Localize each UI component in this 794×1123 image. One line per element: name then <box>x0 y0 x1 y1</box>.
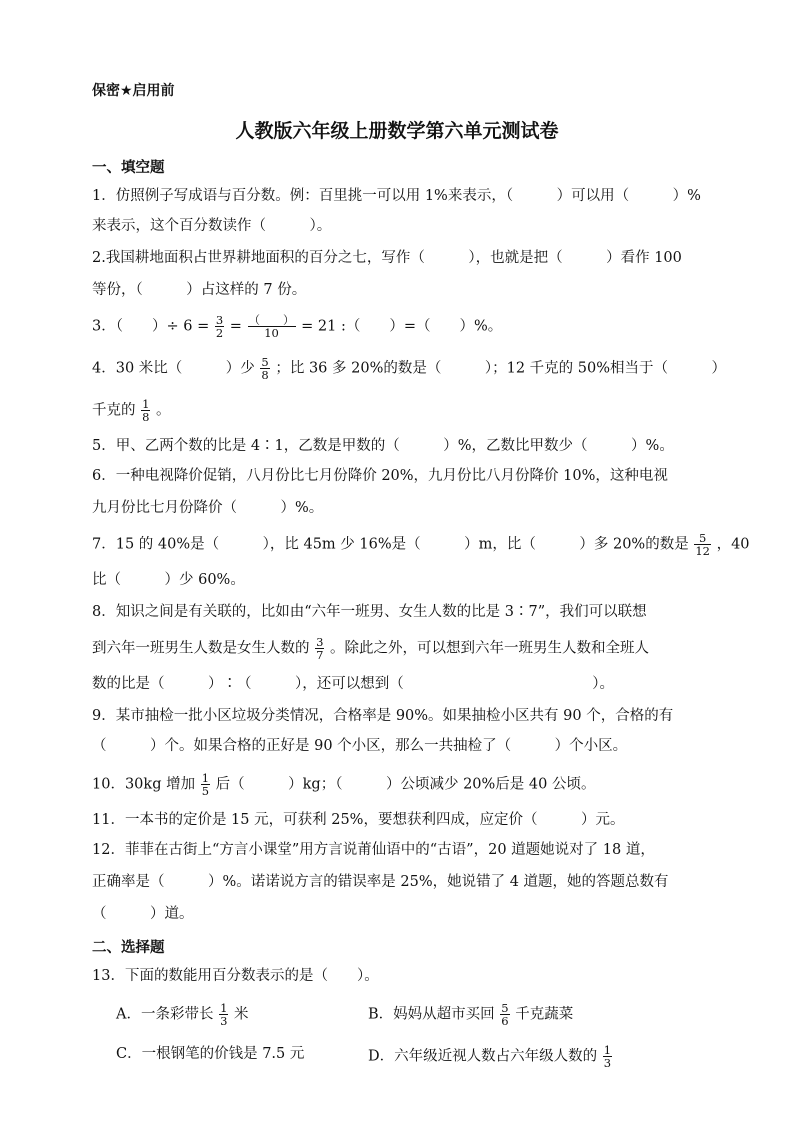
q4-text-a: 4．30 米比（ ）少 <box>92 360 255 377</box>
q8-line3: 数的比是（ ）∶（ ），还可以想到（ ）。 <box>92 676 614 692</box>
q8-fraction <box>315 636 324 661</box>
q4-fraction-2 <box>141 398 150 423</box>
q7-f-num: 5 <box>694 532 711 545</box>
q5: 5．甲、乙两个数的比是 4∶1，乙数是甲数的（ ）%，乙数比甲数少（ ）%。 <box>92 438 674 454</box>
q2-line1: 2.我国耕地面积占世界耕地面积的百分之七，写作（ ），也就是把（ ）看作 100 <box>92 250 682 266</box>
q7-line1 <box>92 532 750 557</box>
q12-line2: 正确率是（ ）%。诺诺说方言的错误率是 25%，她说错了 4 道题，她的答题总数有 <box>92 874 669 890</box>
q3 <box>92 314 502 339</box>
q8-text-a: 到六年一班男生人数是女生人数的 <box>92 640 310 657</box>
q10-f-den: 5 <box>201 784 210 798</box>
q4-f1-den: 8 <box>261 368 269 382</box>
q3-eq: = <box>229 318 242 335</box>
q7-line2: 比（ ）少 60%。 <box>92 572 245 588</box>
q4-f2-num: 1 <box>142 397 150 411</box>
q8-line1: 8．知识之间是有关联的，比如由“六年一班男、女生人数的比是 3∶7”，我们可以联想 <box>92 604 647 620</box>
q12-line1: 12．菲菲在古街上“方言小课堂”用方言说莆仙语中的“古语”，20 道题她说对了 18 道， <box>92 842 655 858</box>
option-d[interactable] <box>368 1044 613 1069</box>
q4-fraction-1 <box>260 356 269 381</box>
q3-f1-num: 3 <box>215 313 224 327</box>
option-d-f-num: 1 <box>603 1043 612 1057</box>
q13: 13．下面的数能用百分数表示的是（ ）。 <box>92 968 379 984</box>
q7-text-b: ，40 <box>716 536 750 553</box>
q4-f1-num: 5 <box>261 355 269 369</box>
page-title: 人教版六年级上册数学第六单元测试卷 <box>235 120 559 142</box>
q4-line1 <box>92 356 726 381</box>
q10-fraction <box>201 772 210 797</box>
q4-f2-den: 8 <box>142 410 150 424</box>
q6-line1: 6．一种电视降价促销，八月份比七月份降价 20%，九月份比八月份降价 10%，这种电视 <box>92 468 668 484</box>
confidential-label: 保密★启用前 <box>92 83 175 99</box>
q8-f-num: 3 <box>316 635 324 649</box>
option-a-fraction <box>219 1002 228 1027</box>
option-a-text: A．一条彩带长 <box>116 1006 214 1023</box>
q8-line2 <box>92 636 649 661</box>
option-b-fraction <box>500 1002 509 1027</box>
option-b-text: B．妈妈从超市买回 <box>368 1006 495 1023</box>
q3-fraction-1 <box>215 314 224 339</box>
q10-f-num: 1 <box>201 771 210 785</box>
q2-line2: 等份，（ ）占这样的 7 份。 <box>92 282 307 298</box>
q8-text-b: 。除此之外，可以想到六年一班男生人数和全班人 <box>330 640 650 657</box>
option-d-text: D．六年级近视人数占六年级人数的 <box>368 1048 598 1065</box>
option-b-f-num: 5 <box>501 1001 509 1015</box>
option-b[interactable] <box>368 1002 573 1027</box>
option-a-f-num: 1 <box>220 1001 228 1015</box>
q10-text-b: 后（ ）kg；（ ）公顷减少 20%后是 40 公顷。 <box>215 776 596 793</box>
q4-text-b: ；比 36 多 20%的数是（ ）；12 千克的 50%相当于（ ） <box>275 360 726 377</box>
q1-line1: 1．仿照例子写成语与百分数。例：百里挑一可以用 1%来表示，（ ）可以用（ ）% <box>92 188 701 204</box>
q4-line2 <box>92 398 171 423</box>
q3-f1-den: 2 <box>215 326 224 340</box>
q10 <box>92 772 595 797</box>
q1-line2: 来表示，这个百分数读作（ ）。 <box>92 218 332 234</box>
q9-line1: 9．某市抽检一批小区垃圾分类情况，合格率是 90%。如果抽检小区共有 90 个，合格的有 <box>92 708 674 724</box>
q3-f2-num: （ ） <box>248 313 295 327</box>
q6-line2: 九月份比七月份降价（ ）%。 <box>92 500 324 516</box>
option-d-f-den: 3 <box>603 1056 612 1070</box>
option-a[interactable] <box>116 1002 249 1027</box>
q4-text-d: 。 <box>156 402 171 419</box>
q11: 11．一本书的定价是 15 元，可获利 25%，要想获利四成，应定价（ ）元。 <box>92 812 625 828</box>
section-fill-blank: 一、填空题 <box>92 160 165 176</box>
q3-f2-den: 10 <box>264 326 279 340</box>
q3-fraction-2 <box>248 314 296 339</box>
q4-text-c: 千克的 <box>92 402 136 419</box>
section-choice: 二、选择题 <box>92 940 165 956</box>
q3-text-b: = 21 :（ ）=（ ）%。 <box>301 318 503 335</box>
q3-text-a: 3．（ ）÷ 6 = <box>92 318 210 335</box>
option-b-f-den: 6 <box>501 1014 509 1028</box>
q9-line2: （ ）个。如果合格的正好是 90 个小区，那么一共抽检了（ ）个小区。 <box>92 738 628 754</box>
q10-text-a: 10．30kg 增加 <box>92 776 196 793</box>
option-c[interactable]: C．一根钢笔的价钱是 7.5 元 <box>116 1046 305 1062</box>
q7-text-a: 7．15 的 40%是（ ），比 45m 少 16%是（ ）m，比（ ）多 20%的数是 <box>92 536 689 553</box>
q12-line3: （ ）道。 <box>92 906 194 922</box>
q7-f-den: 12 <box>695 544 710 558</box>
option-a-unit: 米 <box>234 1006 249 1023</box>
option-a-f-den: 3 <box>220 1014 228 1028</box>
option-d-fraction <box>603 1044 612 1069</box>
q8-f-den: 7 <box>316 648 324 662</box>
option-b-unit: 千克蔬菜 <box>515 1006 574 1023</box>
q7-fraction <box>694 532 711 557</box>
